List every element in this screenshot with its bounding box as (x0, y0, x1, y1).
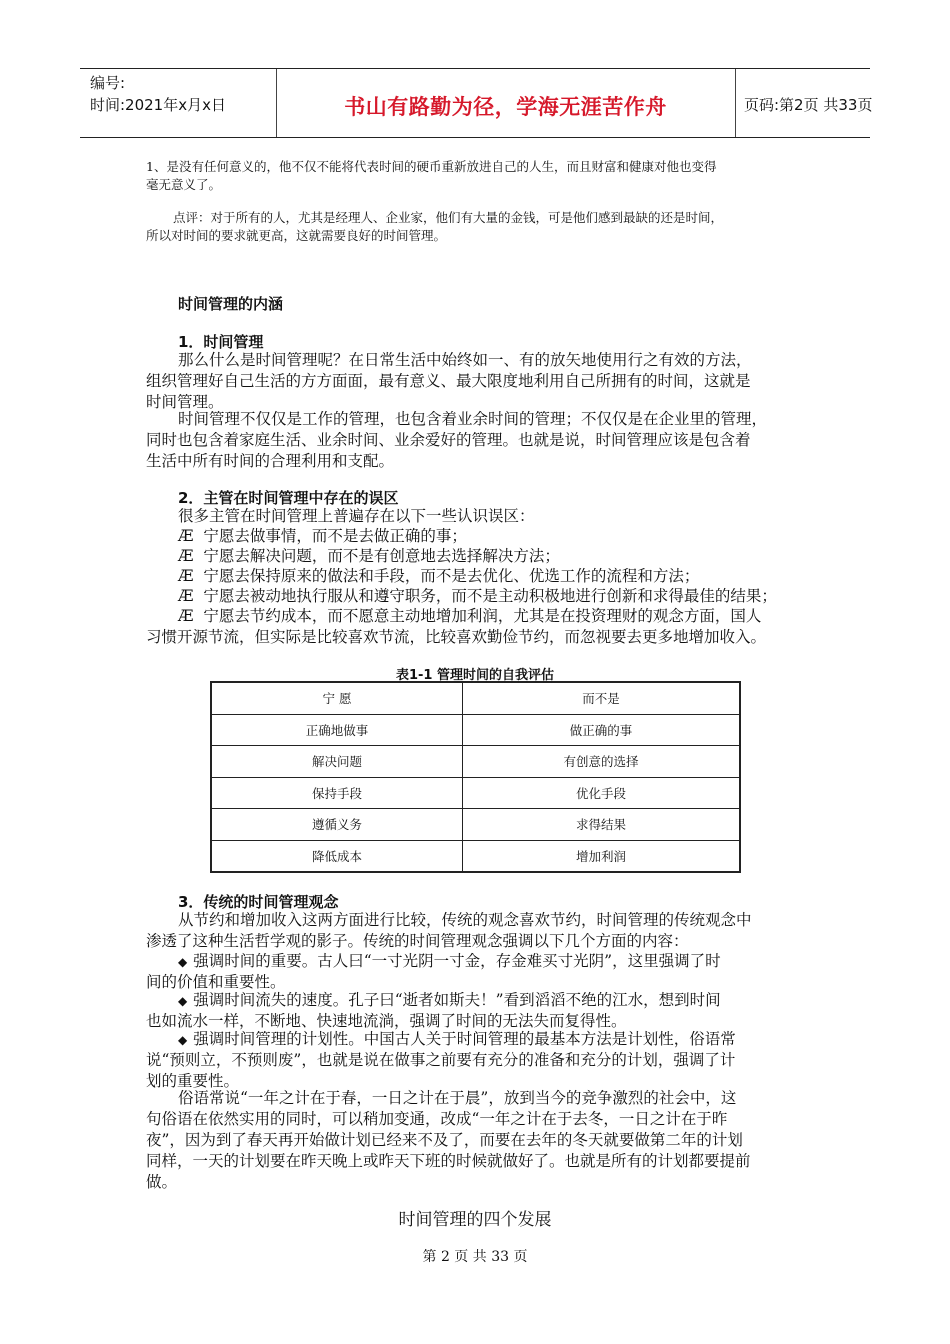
s2-item-5-text: 宁愿去节约成本，而不愿意主动地增加利润，尤其是在投资理财的观念方面，国人 (203, 607, 762, 625)
s3-bullet-2-line2: 也如流水一样，不断地、快速地流淌，强调了时间的无法失而复得性。 (146, 1012, 627, 1030)
s2-item-3-text: 宁愿去保持原来的做法和手段，而不是去优化、优选工作的流程和方法； (203, 567, 700, 585)
table-row (211, 746, 740, 778)
bullet-glyph: Æ (178, 567, 194, 585)
s1-p2-line3: 生活中所有时间的合理利用和支配。 (146, 452, 395, 470)
s3-bullet-3-line3: 划的重要性。 (146, 1072, 240, 1090)
page-footer: 第 2 页 共 33 页 (422, 1249, 528, 1265)
header-motto: 书山有路勤为径，学海无涯苦作舟 (344, 95, 667, 119)
header-motto-cell (276, 69, 736, 137)
s2-item-4 (178, 586, 777, 607)
s2-item-5-continuation: 习惯开源节流，但实际是比较喜欢节流，比较喜欢勤俭节约，而忽视要去更多地增加收入。 (146, 628, 767, 646)
s2-item-2-text: 宁愿去解决问题，而不是有创意地去选择解决方法； (203, 547, 560, 565)
s3-p2-line1: 俗语常说“一年之计在于春，一日之计在于晨”，放到当今的竞争激烈的社会中，这 (178, 1089, 737, 1107)
s3-bullet-1 (178, 951, 721, 973)
table-cell: 有创意的选择 (463, 746, 741, 778)
s2-item-1 (178, 526, 467, 547)
diamond-bullet-icon: ◆ (178, 955, 188, 969)
s3-p2-line2: 句俗语在依然实用的同时，可以稍加变通，改成“一年之计在于去冬，一日之计在于昨 (146, 1110, 728, 1128)
intro-line-1: 1、是没有任何意义的，他不仅不能将代表时间的硬币重新放进自己的人生，而且财富和健康对他也变得 (146, 159, 717, 174)
table-cell: 遵循义务 (211, 809, 463, 841)
s3-bullet-3-text: 强调时间管理的计划性。中国古人关于时间管理的最基本方法是计划性，俗语常 (193, 1030, 736, 1048)
table-cell: 做正确的事 (463, 714, 741, 746)
bullet-glyph: Æ (178, 527, 194, 545)
table-row (211, 714, 740, 746)
s2-item-4-text: 宁愿去被动地执行服从和遵守职务，而不是主动积极地进行创新和求得最佳的结果； (203, 587, 777, 605)
table-cell: 增加利润 (463, 840, 741, 872)
s2-item-1-text: 宁愿去做事情，而不是去做正确的事； (203, 527, 467, 545)
table-header-row (211, 682, 740, 714)
s2-item-5 (178, 606, 761, 627)
header-page-cell (735, 69, 873, 137)
s3-p2-line3: 夜”，因为到了春天再开始做计划已经来不及了，而要在去年的冬天就要做第二年的计划 (146, 1131, 743, 1149)
table-cell: 保持手段 (211, 777, 463, 809)
s3-p2-line5: 做。 (146, 1173, 178, 1191)
s2-item-2 (178, 546, 560, 567)
s3-bullet-1-text: 强调时间的重要。古人曰“一寸光阴一寸金，存金难买寸光阴”，这里强调了时 (193, 952, 721, 970)
table-cell: 优化手段 (463, 777, 741, 809)
bullet-glyph: Æ (178, 547, 194, 565)
s2-heading: 2．主管在时间管理中存在的误区 (178, 489, 399, 507)
bullet-glyph: Æ (178, 607, 194, 625)
table-caption: 表1-1 管理时间的自我评估 (395, 668, 554, 683)
s3-heading: 3．传统的时间管理观念 (178, 893, 339, 911)
bullet-glyph: Æ (178, 587, 194, 605)
document-number-label: 编号: (90, 74, 126, 92)
s3-bullet-2 (178, 990, 721, 1012)
header-meta-cell (80, 69, 277, 137)
s3-bullet-2-text: 强调时间流失的速度。孔子曰“逝者如斯夫！”看到滔滔不绝的江水，想到时间 (193, 991, 721, 1009)
table-header-cell: 而不是 (463, 682, 741, 714)
s3-p1-line2: 渗透了这种生活哲学观的影子。传统的时间管理观念强调以下几个方面的内容： (146, 932, 689, 950)
table-header-cell: 宁 愿 (211, 682, 463, 714)
comment-line-1: 点评：对于所有的人，尤其是经理人、企业家，他们有大量的金钱，可是他们感到最缺的还是时间， (173, 210, 724, 225)
diamond-bullet-icon: ◆ (178, 994, 188, 1008)
s3-bullet-3 (178, 1029, 736, 1051)
s1-p1-line1: 那么什么是时间管理呢？在日常生活中始终如一、有的放矢地使用行之有效的方法， (178, 351, 752, 369)
self-assessment-table (210, 681, 741, 873)
comment-line-2: 所以对时间的要求就更高，这就需要良好的时间管理。 (146, 228, 447, 243)
s1-heading: 1．时间管理 (178, 333, 264, 351)
section-title: 时间管理的内涵 (178, 295, 284, 313)
s3-p1-line1: 从节约和增加收入这两方面进行比较，传统的观念喜欢节约，时间管理的传统观念中 (178, 911, 752, 929)
table-cell: 正确地做事 (211, 714, 463, 746)
s1-p1-line2: 组织管理好自己生活的方方面面，最有意义、最大限度地利用自己所拥有的时间，这就是 (146, 372, 751, 390)
s3-p2-line4: 同样，一天的计划要在昨天晚上或昨天下班的时候就做好了。也就是所有的计划都要提前 (146, 1152, 751, 1170)
s2-intro: 很多主管在时间管理上普遍存在以下一些认识误区： (178, 507, 535, 525)
intro-line-2: 毫无意义了。 (146, 177, 222, 192)
table-cell: 求得结果 (463, 809, 741, 841)
next-section-heading: 时间管理的四个发展 (398, 1210, 552, 1230)
table-row (211, 840, 740, 872)
page-header (80, 68, 873, 138)
header-page-number: 页码:第2页 共33页 (744, 96, 873, 114)
table-cell: 解决问题 (211, 746, 463, 778)
diamond-bullet-icon: ◆ (178, 1033, 188, 1047)
s2-item-3 (178, 566, 699, 587)
s1-p2-line1: 时间管理不仅仅是工作的管理，也包含着业余时间的管理；不仅仅是在企业里的管理， (178, 410, 768, 428)
s3-bullet-3-line2: 说“预则立，不预则废”，也就是说在做事之前要有充分的准备和充分的计划，强调了计 (146, 1051, 736, 1069)
table-row (211, 777, 740, 809)
s1-p2-line2: 同时也包含着家庭生活、业余时间、业余爱好的管理。也就是说，时间管理应该是包含着 (146, 431, 751, 449)
s3-bullet-1-line2: 间的价值和重要性。 (146, 973, 286, 991)
table-row (211, 809, 740, 841)
s1-p1-line3: 时间管理。 (146, 393, 224, 411)
document-date-label: 时间:2021年x月x日 (90, 96, 226, 114)
table-cell: 降低成本 (211, 840, 463, 872)
